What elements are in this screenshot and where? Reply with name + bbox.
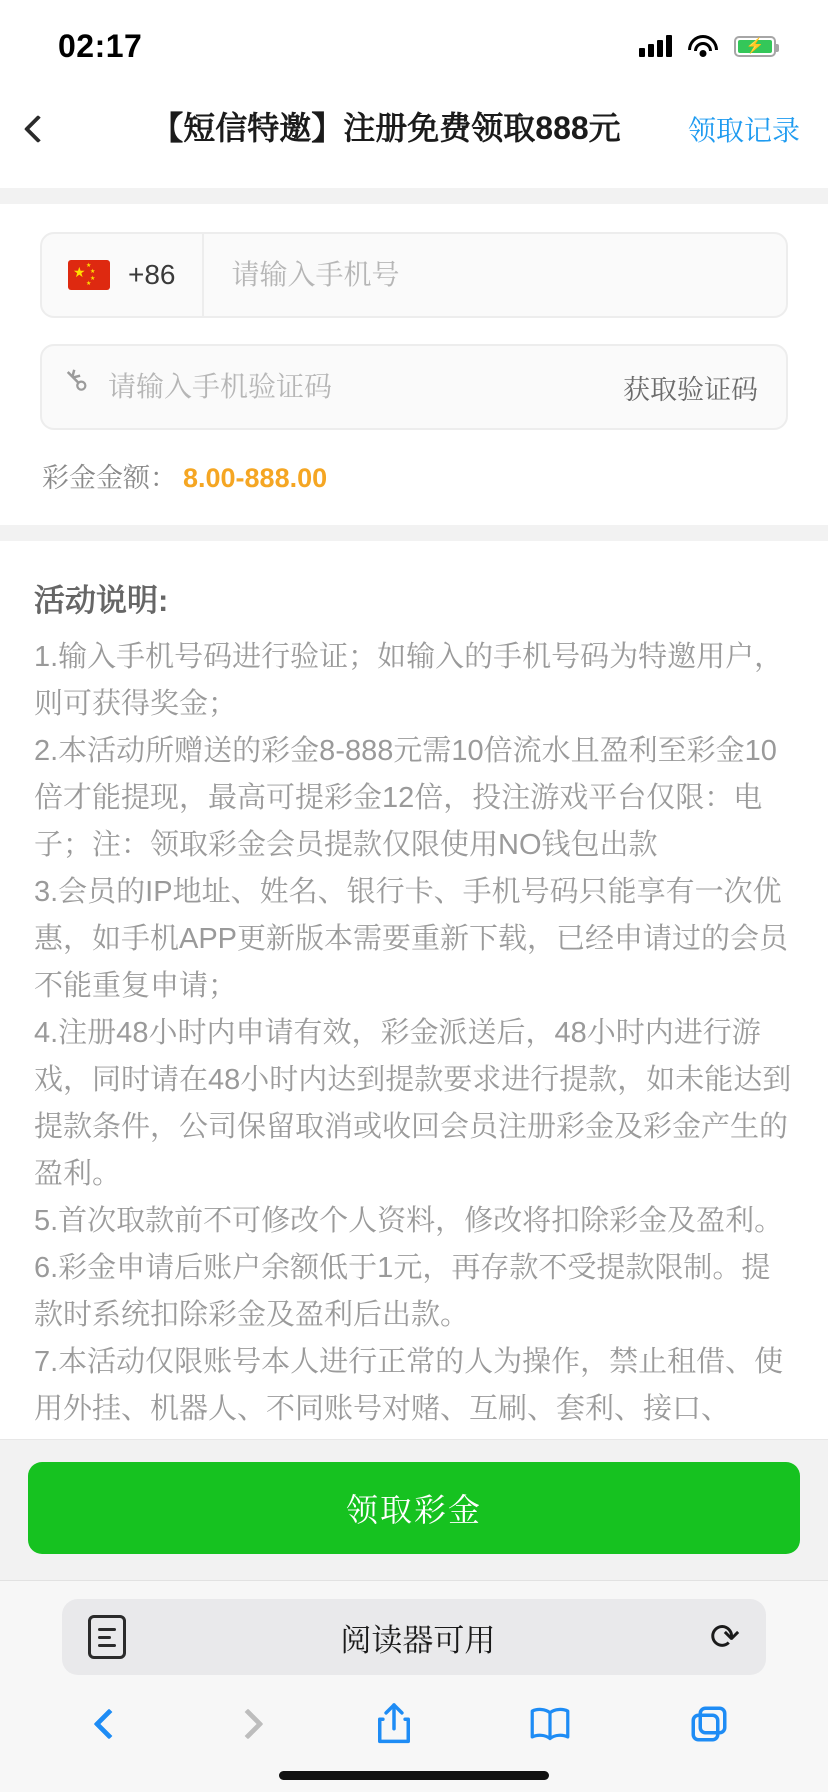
safari-forward-button xyxy=(237,1713,259,1735)
key-icon: ⚷ xyxy=(56,360,96,400)
back-button[interactable] xyxy=(28,119,84,139)
back-chevron-icon xyxy=(24,115,52,143)
status-time: 02:17 xyxy=(58,27,143,64)
reader-view-icon[interactable] xyxy=(88,1615,126,1659)
rule-item: 2.本活动所赠送的彩金8-888元需10倍流水且盈利至彩金10倍才能提现，最高可提彩金12倍，投注游戏平台仅限：电子；注：领取彩金会员提款仅限使用NO钱包出款 xyxy=(34,734,777,861)
safari-forward-icon xyxy=(232,1708,263,1739)
battery-charging-icon: ⚡ xyxy=(734,36,776,57)
safari-back-icon xyxy=(94,1708,125,1739)
activity-rules-card xyxy=(0,541,828,1439)
rules-heading: 活动说明: xyxy=(34,583,169,618)
china-flag-icon: ★ ★ ★ ★ ★ xyxy=(68,260,110,290)
bonus-amount-label: 彩金金额： xyxy=(42,463,177,493)
rule-item: 6.彩金申请后账户余额低于1元，再存款不受提款限制。提款时系统扣除彩金及盈利后出款。 xyxy=(34,1251,771,1331)
home-indicator xyxy=(279,1771,549,1780)
registration-form-card xyxy=(0,204,828,525)
reload-icon[interactable]: ⟳ xyxy=(709,1616,740,1657)
claim-record-link[interactable]: 领取记录 xyxy=(687,115,800,146)
rule-item: 5.首次取款前不可修改个人资料，修改将扣除彩金及盈利。 xyxy=(34,1204,784,1237)
navigation-bar xyxy=(0,92,828,188)
cellular-signal-icon xyxy=(639,35,672,57)
browser-toolbar xyxy=(0,1675,828,1757)
phone-input[interactable] xyxy=(204,259,787,291)
status-bar xyxy=(0,0,828,92)
address-bar-label: 阅读器可用 xyxy=(340,1622,496,1658)
get-code-button[interactable]: 获取验证码 xyxy=(623,374,758,405)
bookmarks-icon xyxy=(529,1705,571,1743)
tabs-icon xyxy=(688,1703,730,1745)
share-icon xyxy=(375,1701,413,1747)
phone-field[interactable] xyxy=(40,232,788,318)
verification-code-input[interactable] xyxy=(96,371,609,403)
share-button[interactable] xyxy=(375,1701,413,1747)
bonus-amount-row xyxy=(40,456,788,495)
rule-item: 7.本活动仅限账号本人进行正常的人为操作，禁止租借、使用外挂、机器人、不同账号对赌、互刷、套利、接口、 xyxy=(34,1345,784,1425)
browser-bottom-bar xyxy=(0,1580,828,1792)
rule-item: 3.会员的IP地址、姓名、银行卡、手机号码只能享有一次优惠，如手机APP更新版本需要重新下载，已经申请过的会员不能重复申请； xyxy=(34,875,789,1002)
status-indicators xyxy=(639,35,776,57)
page-title: 【短信特邀】注册免费领取888元 xyxy=(151,110,621,147)
rule-item: 4.注册48小时内申请有效，彩金派送后，48小时内进行游戏，同时请在48小时内达到提款要求进行提款，如未能达到提款条件，公司保留取消或收回会员注册彩金及彩金产生的盈利。 xyxy=(34,1016,792,1190)
tabs-button[interactable] xyxy=(688,1703,730,1745)
wifi-icon xyxy=(688,35,718,57)
bookmarks-button[interactable] xyxy=(529,1705,571,1743)
safari-back-button[interactable] xyxy=(98,1713,120,1735)
page-content xyxy=(0,188,828,1439)
cta-container xyxy=(0,1439,828,1580)
verification-code-field[interactable] xyxy=(40,344,788,430)
bonus-amount-value: 8.00-888.00 xyxy=(183,463,328,493)
country-code-selector[interactable] xyxy=(42,234,204,316)
claim-bonus-button[interactable]: 领取彩金 xyxy=(28,1462,800,1554)
country-code-label: +86 xyxy=(128,259,176,290)
rule-item: 1.输入手机号码进行验证；如输入的手机号码为特邀用户，则可获得奖金； xyxy=(34,641,784,720)
address-bar[interactable] xyxy=(62,1599,766,1675)
